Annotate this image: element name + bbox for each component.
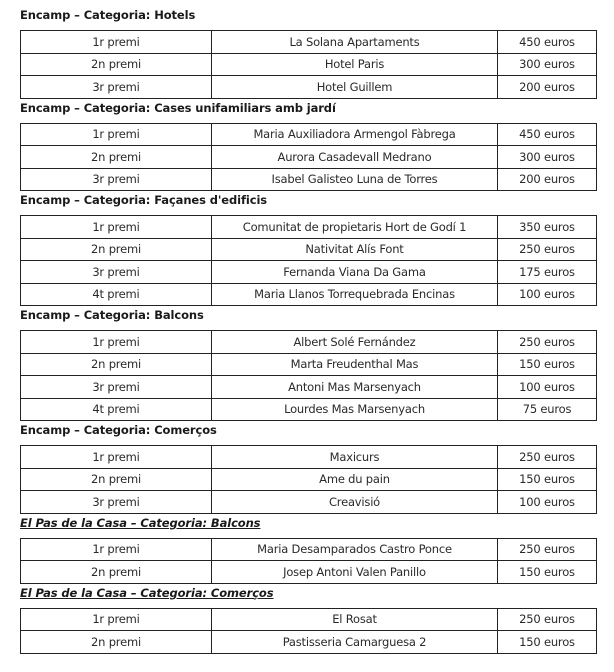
prize-rank-cell: 2n premi [21, 353, 212, 376]
prize-amount-cell: 250 euros [498, 331, 597, 354]
winner-name-cell: Antoni Mas Marsenyach [212, 376, 498, 399]
winner-name-cell: Aurora Casadevall Medrano [212, 146, 498, 169]
table-row [21, 608, 597, 631]
prize-rank-cell: 1r premi [21, 31, 212, 54]
prize-amount-cell: 150 euros [498, 468, 597, 491]
winner-name-cell: Creavisió [212, 491, 498, 514]
prize-amount-cell: 150 euros [498, 631, 597, 654]
winner-name-cell: Pastisseria Camarguesa 2 [212, 631, 498, 654]
prize-amount-cell: 100 euros [498, 376, 597, 399]
prize-amount-cell: 75 euros [498, 398, 597, 421]
prize-amount-cell: 250 euros [498, 446, 597, 469]
table-row [21, 561, 597, 584]
table-row [21, 53, 597, 76]
prize-rank-cell: 2n premi [21, 468, 212, 491]
winner-name-cell: Albert Solé Fernández [212, 331, 498, 354]
section-title: El Pas de la Casa – Categoria: Balcons [20, 515, 261, 530]
table-row [21, 146, 597, 169]
prize-table [20, 445, 597, 514]
winner-name-cell: Nativitat Alís Font [212, 238, 498, 261]
winner-name-cell: Fernanda Viana Da Gama [212, 261, 498, 284]
prize-rank-cell: 3r premi [21, 376, 212, 399]
prize-amount-cell: 150 euros [498, 561, 597, 584]
table-row [21, 376, 597, 399]
winner-name-cell: Isabel Galisteo Luna de Torres [212, 168, 498, 191]
section-title: Encamp – Categoria: Cases unifamiliars amb jardí [20, 100, 336, 115]
table-row [21, 468, 597, 491]
table-row [21, 216, 597, 239]
prize-rank-cell: 1r premi [21, 538, 212, 561]
table-row [21, 238, 597, 261]
table-row [21, 331, 597, 354]
table-row [21, 538, 597, 561]
prize-rank-cell: 1r premi [21, 123, 212, 146]
section-title: Encamp – Categoria: Comerços [20, 423, 217, 437]
winner-name-cell: Josep Antoni Valen Panillo [212, 561, 498, 584]
prize-table [20, 608, 597, 654]
prize-table [20, 538, 597, 584]
prize-rank-cell: 3r premi [21, 76, 212, 99]
prize-rank-cell: 3r premi [21, 491, 212, 514]
winner-name-cell: Maria Llanos Torrequebrada Encinas [212, 283, 498, 306]
prize-amount-cell: 250 euros [498, 238, 597, 261]
prize-rank-cell: 2n premi [21, 146, 212, 169]
prize-amount-cell: 100 euros [498, 283, 597, 306]
prize-table [20, 30, 597, 99]
prize-document [20, 8, 596, 656]
prize-amount-cell: 250 euros [498, 608, 597, 631]
prize-amount-cell: 150 euros [498, 353, 597, 376]
prize-rank-cell: 1r premi [21, 216, 212, 239]
prize-amount-cell: 175 euros [498, 261, 597, 284]
table-row [21, 398, 597, 421]
winner-name-cell: Lourdes Mas Marsenyach [212, 398, 498, 421]
prize-amount-cell: 300 euros [498, 53, 597, 76]
table-row [21, 446, 597, 469]
table-row [21, 491, 597, 514]
table-row [21, 168, 597, 191]
winner-name-cell: La Solana Apartaments [212, 31, 498, 54]
prize-rank-cell: 1r premi [21, 331, 212, 354]
prize-table [20, 330, 597, 421]
prize-rank-cell: 1r premi [21, 608, 212, 631]
prize-amount-cell: 350 euros [498, 216, 597, 239]
prize-table [20, 123, 597, 192]
prize-amount-cell: 250 euros [498, 538, 597, 561]
section-title: Encamp – Categoria: Balcons [20, 308, 204, 322]
table-row [21, 261, 597, 284]
table-row [21, 631, 597, 654]
winner-name-cell: El Rosat [212, 608, 498, 631]
prize-rank-cell: 4t premi [21, 398, 212, 421]
winner-name-cell: Hotel Paris [212, 53, 498, 76]
prize-rank-cell: 3r premi [21, 261, 212, 284]
winner-name-cell: Maria Auxiliadora Armengol Fàbrega [212, 123, 498, 146]
section-title: Encamp – Categoria: Façanes d'edificis [20, 193, 268, 207]
winner-name-cell: Maria Desamparados Castro Ponce [212, 538, 498, 561]
prize-amount-cell: 200 euros [498, 76, 597, 99]
table-row [21, 123, 597, 146]
table-row [21, 283, 597, 306]
prize-amount-cell: 450 euros [498, 123, 597, 146]
winner-name-cell: Comunitat de propietaris Hort de Godí 1 [212, 216, 498, 239]
winner-name-cell: Maxicurs [212, 446, 498, 469]
prize-rank-cell: 2n premi [21, 238, 212, 261]
prize-amount-cell: 450 euros [498, 31, 597, 54]
section-title: Encamp – Categoria: Hotels [20, 8, 196, 22]
prize-amount-cell: 100 euros [498, 491, 597, 514]
prize-rank-cell: 2n premi [21, 53, 212, 76]
winner-name-cell: Marta Freudenthal Mas [212, 353, 498, 376]
prize-amount-cell: 300 euros [498, 146, 597, 169]
prize-rank-cell: 2n premi [21, 631, 212, 654]
prize-rank-cell: 2n premi [21, 561, 212, 584]
table-row [21, 76, 597, 99]
winner-name-cell: Ame du pain [212, 468, 498, 491]
table-row [21, 353, 597, 376]
prize-rank-cell: 1r premi [21, 446, 212, 469]
prize-rank-cell: 3r premi [21, 168, 212, 191]
prize-amount-cell: 200 euros [498, 168, 597, 191]
prize-rank-cell: 4t premi [21, 283, 212, 306]
section-title: El Pas de la Casa – Categoria: Comerços [20, 585, 274, 600]
winner-name-cell: Hotel Guillem [212, 76, 498, 99]
prize-table [20, 215, 597, 306]
table-row [21, 31, 597, 54]
